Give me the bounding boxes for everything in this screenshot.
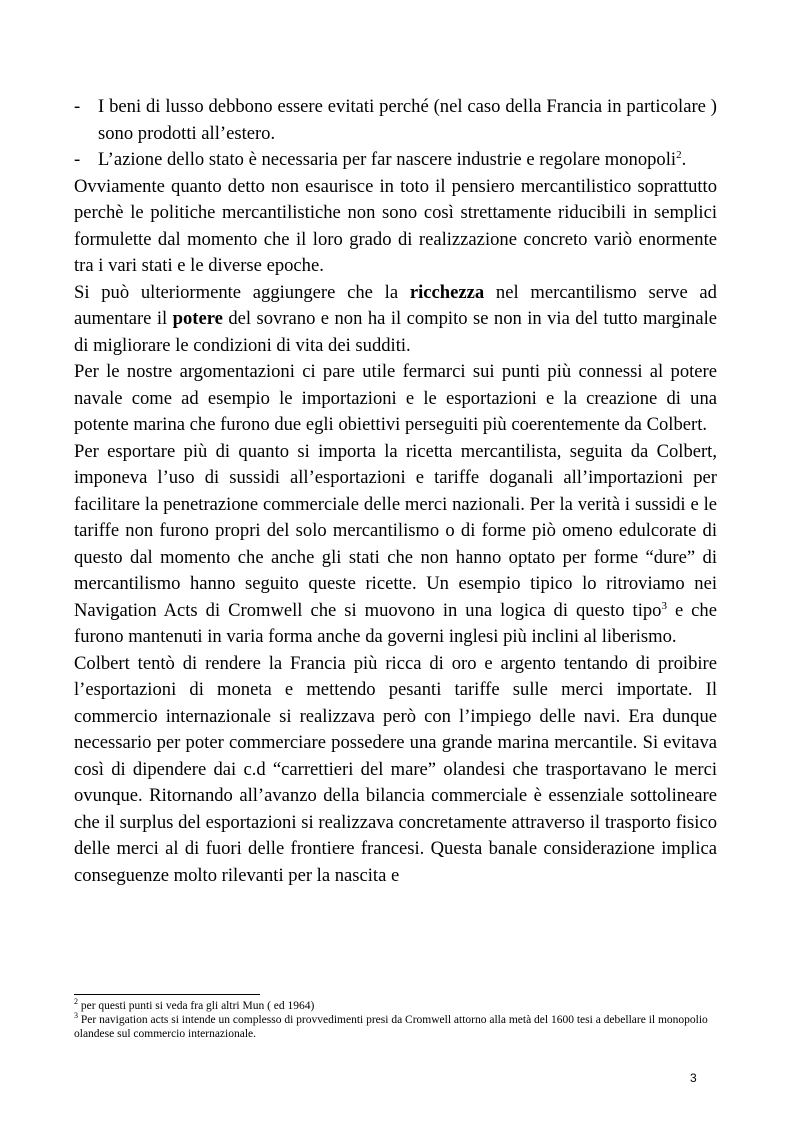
bullet-text: L’azione dello stato è necessaria per far nascere industrie e regolare monopoli <box>98 149 677 170</box>
paragraph-text: del sovrano e non ha il compito se non in via del tutto marginale di migliorare le condizioni di vita dei sudditi. <box>74 308 717 356</box>
bullet-marker: - <box>74 96 81 117</box>
document-body <box>74 94 717 889</box>
footnote-ref-3[interactable]: 3 <box>661 599 667 612</box>
paragraph-text: Ovviamente quanto detto non esaurisce in toto il pensiero mercantilistico soprattutto perchè le politiche mercantilistiche non sono così strettamente riducibili in semplici formulette dal momento che il loro grado di realizzazione concreto variò enormente tra i vari stati e le diverse epoche. <box>74 175 717 276</box>
paragraph-text: nel mercantilismo serve ad aumentare il <box>74 281 717 329</box>
footnotes <box>74 994 717 1041</box>
bullet-marker: - <box>74 149 81 170</box>
footnote-text: Per navigation acts si intende un complesso di provvedimenti presi da Cromwell attorno alla metà del 1600 tesi a debellare il monopolio olandese sul commercio internazionale. <box>74 1014 708 1040</box>
bold-term-ricchezza: ricchezza <box>409 281 485 303</box>
paragraph <box>74 174 717 280</box>
page-number: 3 <box>690 1071 697 1085</box>
paragraph-text: Si può ulteriormente aggiungere che la <box>74 281 410 303</box>
paragraph <box>74 280 717 360</box>
footnote <box>74 999 717 1013</box>
paragraph-text: Per le nostre argomentazioni ci pare utile fermarci sui punti più connessi al potere navale come ad esempio le importazioni e le esportazioni e la creazione di una potente marina che furono due egli obiettivi perseguiti più coerentemente da Colbert. <box>74 361 717 435</box>
paragraph <box>74 439 717 651</box>
bullet-text-end: . <box>681 149 687 170</box>
footnote-text: per questi punti si veda fra gli altri Mun ( ed 1964) <box>78 1000 315 1012</box>
paragraph-text: Per esportare più di quanto si importa la ricetta mercantilista, seguita da Colbert, imponeva l’uso di sussidi all’esportazioni e tariffe doganali all’importazioni per facilitare la penetrazione commerciale delle merci nazionali. Per la verità i sussidi e le tariffe non furono propri del solo mercantilismo o di forme piò omeno edulcorate di questo dal momento che anche gli stati che non hanno optato per forme “dure” di mercantilismo hanno seguito queste ricette. Un esempio tipico lo ritroviamo nei Navigation Acts di Cromwell che si muovono in una logica di questo tipo <box>74 440 717 621</box>
footnote-ref-2[interactable]: 2 <box>676 148 682 161</box>
paragraph <box>74 359 717 439</box>
footnote-number: 2 <box>74 997 78 1007</box>
bullet-text: I beni di lusso debbono essere evitati perché (nel caso della Francia in particolare ) sono prodotti all’estero. <box>98 96 717 144</box>
bullet-item <box>74 147 717 174</box>
footnote-separator <box>74 994 260 995</box>
footnote-number: 3 <box>74 1011 78 1021</box>
paragraph <box>74 651 717 890</box>
bullet-item <box>74 94 717 147</box>
footnote <box>74 1013 717 1041</box>
bold-term-potere: potere <box>172 308 223 329</box>
paragraph-text: e che furono mantenuti in varia forma anche da governi inglesi più inclini al liberismo. <box>74 599 717 647</box>
paragraph-text: Colbert tentò di rendere la Francia più ricca di oro e argento tentando di proibire l’esportazioni di moneta e mettendo pesanti tariffe sulle merci importate. Il commercio internazionale si realizzava però con l’impiego delle navi. Era dunque necessario per poter commerciare possedere una grande marina mercantile. Si evitava così di dipendere dai c.d “carrettieri del mare” olandesi che trasportavano le merci ovunque. Ritornando all’avanzo della bilancia commerciale è essenziale sottolineare che il surplus del esportazioni si realizzava concretamente attraverso il trasporto fisico delle merci al di fuori delle frontiere francesi. Questa banale considerazione implica conseguenze molto rilevanti per la nascita e <box>74 652 717 886</box>
